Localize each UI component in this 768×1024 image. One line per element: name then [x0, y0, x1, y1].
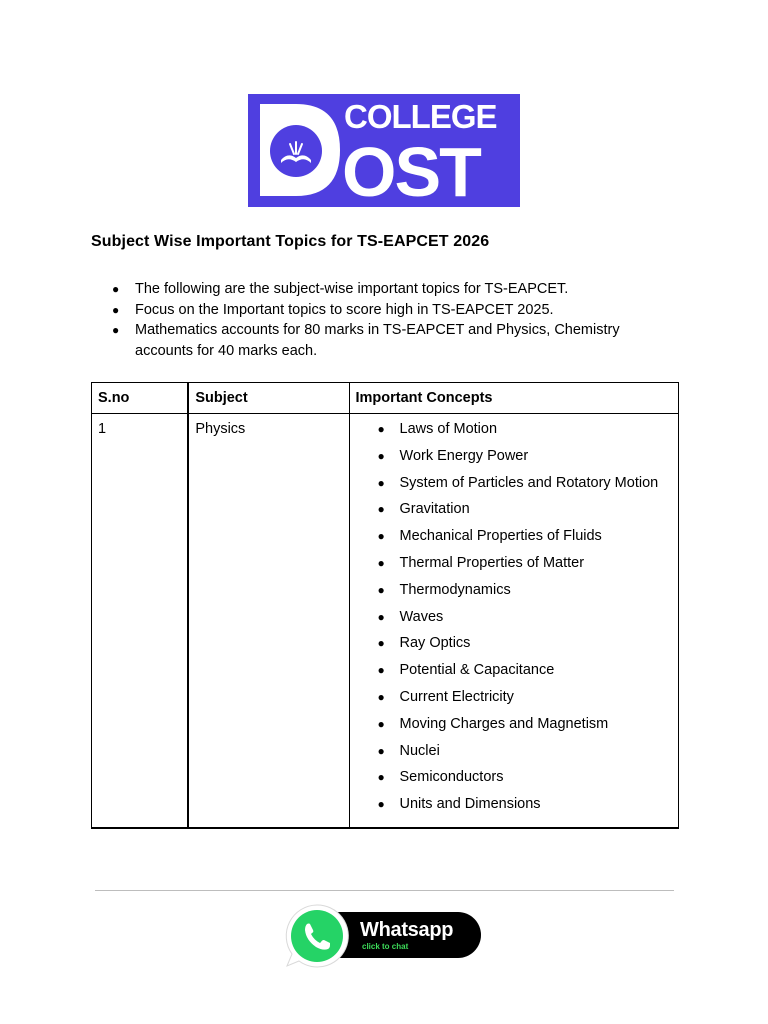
concept-text: Ray Optics	[399, 635, 471, 652]
college-dost-logo	[248, 94, 520, 207]
concept-text: Gravitation	[399, 501, 470, 518]
logo-line2: OST	[342, 133, 480, 207]
bullet-dot: ●	[377, 582, 385, 597]
bullet-dot: ●	[377, 422, 385, 436]
intro-bullet	[110, 320, 670, 361]
bullet-dot: ●	[112, 282, 120, 296]
intro-bullet	[110, 300, 670, 321]
divider-line	[95, 890, 674, 891]
bullet-dot: ●	[377, 743, 385, 758]
whatsapp-subtitle: click to chat	[362, 942, 409, 951]
concept-text: Waves	[399, 608, 444, 625]
intro-bullet-text: The following are the subject-wise important topics for TS-EAPCET.	[135, 281, 569, 297]
concept-text: Nuclei	[399, 742, 440, 759]
cell-sno: 1	[92, 414, 189, 828]
table-row	[92, 414, 679, 828]
concept-item	[356, 743, 672, 770]
concept-text: Work Energy Power	[399, 447, 529, 464]
bullet-dot: ●	[377, 502, 385, 517]
concept-text: Mechanical Properties of Fluids	[399, 528, 602, 545]
concept-item	[356, 421, 672, 448]
concept-text: Current Electricity	[399, 688, 514, 705]
cell-subject: Physics	[188, 414, 349, 828]
concept-item	[356, 501, 672, 528]
whatsapp-chat-button[interactable]	[283, 902, 483, 972]
whatsapp-title: Whatsapp	[360, 919, 454, 941]
bullet-dot: ●	[377, 663, 385, 678]
concept-text: Thermal Properties of Matter	[399, 554, 585, 571]
bullet-dot: ●	[377, 770, 385, 785]
concept-text: Semiconductors	[399, 769, 504, 786]
concept-item	[356, 716, 672, 743]
concept-text: System of Particles and Rotatory Motion	[399, 474, 659, 491]
concept-text: Thermodynamics	[399, 581, 511, 598]
logo-line1: COLLEGE	[344, 98, 497, 135]
bullet-dot: ●	[377, 555, 385, 570]
concept-item	[356, 448, 672, 475]
bullet-dot: ●	[112, 302, 120, 317]
concept-text: Laws of Motion	[399, 421, 498, 437]
college-dost-logo-graphic	[248, 94, 520, 207]
intro-bullet	[110, 279, 670, 300]
intro-bullet-text: Focus on the Important topics to score high in TS-EAPCET 2025.	[135, 301, 554, 318]
concept-item	[356, 769, 672, 796]
concept-item	[356, 475, 672, 502]
header-subject: Subject	[188, 383, 349, 414]
cell-concepts	[349, 414, 678, 828]
header-important-concepts: Important Concepts	[349, 383, 678, 414]
header-sno: S.no	[92, 383, 189, 414]
bullet-dot: ●	[377, 609, 385, 624]
bullet-dot: ●	[112, 323, 120, 337]
concept-item	[356, 609, 672, 636]
concept-item	[356, 528, 672, 555]
concept-item	[356, 662, 672, 689]
concept-item	[356, 796, 672, 823]
bullet-dot: ●	[377, 475, 385, 490]
bullet-dot: ●	[377, 529, 385, 544]
bullet-dot: ●	[377, 716, 385, 731]
concept-item	[356, 582, 672, 609]
intro-bullet-text: Mathematics accounts for 80 marks in TS-EAPCET and Physics, Chemistry accounts for 40 marks each.	[135, 322, 620, 359]
bullet-dot: ●	[377, 797, 385, 812]
concept-text: Units and Dimensions	[399, 796, 541, 813]
page-heading: Subject Wise Important Topics for TS-EAPCET 2026	[91, 233, 490, 250]
whatsapp-phone-icon	[283, 902, 351, 970]
bullet-dot: ●	[377, 689, 385, 704]
intro-bullet-list	[110, 279, 670, 361]
table-header-row	[92, 383, 679, 414]
concepts-list	[356, 421, 672, 823]
concept-text: Moving Charges and Magnetism	[399, 715, 609, 732]
bullet-dot: ●	[377, 636, 385, 651]
bullet-dot: ●	[377, 448, 385, 463]
topics-table	[91, 382, 679, 829]
concept-text: Potential & Capacitance	[399, 662, 555, 679]
concept-item	[356, 555, 672, 582]
concept-item	[356, 689, 672, 716]
concept-item	[356, 635, 672, 662]
